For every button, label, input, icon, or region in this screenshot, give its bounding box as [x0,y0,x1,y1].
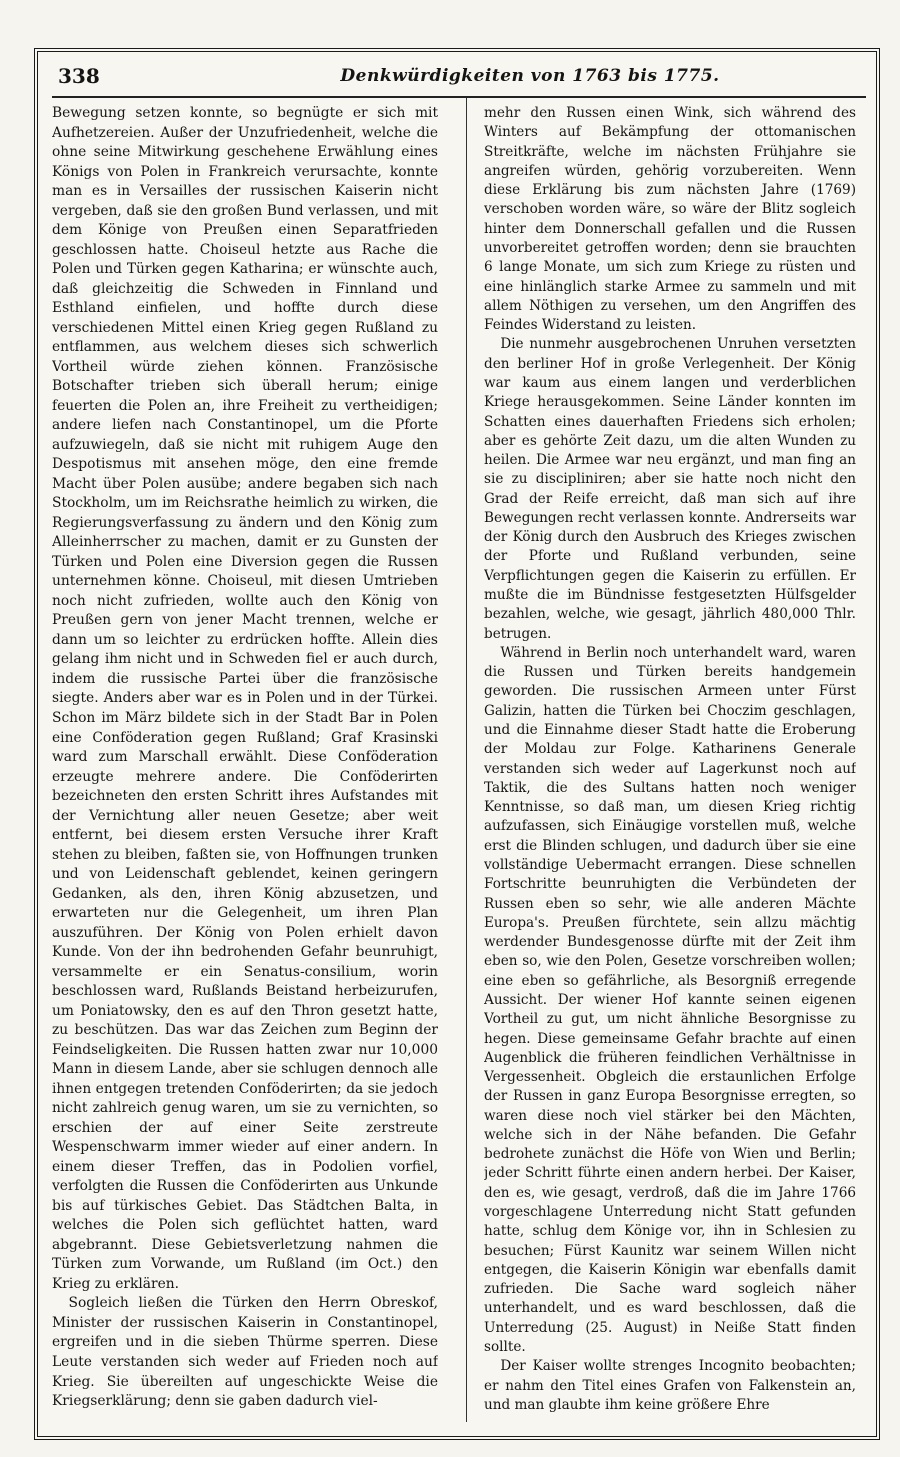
header-rule [52,96,866,98]
book-page [34,48,880,1440]
left-paragraph-2: Sogleich ließen die Türken den Herrn Obreskof, Minister der russischen Kaiserin in Constantinopel, ergreifen und in die sieben Thürme sperren. Diese Leute verstanden sich weder auf Frieden noch auf Krieg. Sie übereilten auf ungeschickte Weise die Kriegserklärung; denn sie gaben dadurch viel- [52,1295,438,1410]
right-paragraph-3: Während in Berlin noch unterhandelt ward, waren die Russen und Türken bereits handgemein geworden. Die russischen Armeen unter Fürst Galizin, hatten die Türken bei Choczim geschlagen, und die Einnahme dieser Stadt hatte die Eroberung der Moldau zur Folge. Katharinens Generale verstanden sich weder auf Lagerkunst noch auf Taktik, die des Sultans hatten noch weniger Kenntnisse, so daß man, um diesen Krieg richtig aufzufassen, sich Einäugige vorstellen muß, welche erst die Blinden schlugen, und dadurch über sie eine vollständige Uebermacht errangen. Diese schnellen Fortschritte beunruhigten die Verbündeten der Russen eben so sehr, wie alle anderen Mächte Europa's. Preußen fürchtete, sein allzu mächtig werdender Bundesgenosse dürfte mit der Zeit ihm eben so, wie den Polen, Gesetze vorschreiben wollen; eine eben so gefährliche, als Besorgniß erregende Aussicht. Der wiener Hof kannte seinen eigenen Vortheil zu gut, um nicht ähnliche Besorgnisse zu hegen. Diese gemeinsame Gefahr brachte auf einen Augenblick die früheren feindlichen Verhältnisse in Vergessenheit. Obgleich die erstaunlichen Erfolge der Russen in ganz Europa Besorgnisse erregten, so waren diese noch viel stärker bei den Mächten, welche sich in der Nähe befanden. Die Gefahr bedrohete zunächst die Höfe von Wien und Berlin; jeder Schritt führte einen andern herbei. Der Kaiser, den es, wie gesagt, verdroß, daß die im Jahre 1766 vorgeschlagene Unterredung nicht Statt gefunden hatte, schlug dem Könige vor, ihn in Schlesien zu besuchen; Fürst Kaunitz war seinem Willen nicht entgegen, die Kaiserin Königin war ebenfalls damit zufrieden. Die Sache ward sogleich näher unterhandelt, und es ward beschlossen, daß die Unterredung (25. August) in Neiße Statt finden sollte. [484,644,856,1355]
left-column [52,104,438,1414]
right-column [484,104,856,1414]
column-divider [466,98,467,1422]
right-paragraph-2: Die nunmehr ausgebrochenen Unruhen versetzten den berliner Hof in große Verlegenheit. Der König war kaum aus einem langen und verderblichen Kriege herausgekommen. Seine Länder konnten im Schatten eines dauerhaften Friedens sich erholen; aber es gehörte Zeit dazu, um die alten Wunden zu heilen. Die Armee war neu ergänzt, und man fing an sie zu discipliniren; aber sie hatte noch nicht den Grad der Reife erreicht, daß man sich auf ihre Bewegungen recht verlassen konnte. Andrerseits war der König durch den Ausbruch des Krieges zwischen der Pforte und Rußland verbunden, seine Verpflichtungen gegen die Kaiserin zu erfüllen. Er mußte die im Bündnisse festgesetzten Hülfsgelder bezahlen, welche, wie gesagt, jährlich 480,000 Thlr. betrugen. [484,336,856,642]
running-title: Denkwürdigkeiten von 1763 bis 1775. [340,66,720,86]
left-paragraph-1: Bewegung setzen konnte, so begnügte er sich mit Aufhetzereien. Außer der Unzufriedenheit, welche die ohne seine Mitwirkung geschehene Erwählung eines Königs von Polen in Frankreich verursachte, konnte man es in Versailles der russischen Kaiserin nicht vergeben, daß sie den großen Bund verlassen, und mit dem Könige von Preußen einen Separatfrieden geschlossen hatte. Choiseul hetzte aus Rache die Polen und Türken gegen Katharina; er wünschte auch, daß gleichzeitig die Schweden in Finnland und Esthland einfielen, und hoffte durch diese verschiedenen Mittel einen Krieg gegen Rußland zu entflammen, aus welchem dieses sich schwerlich Vortheil würde ziehen können. Französische Botschafter trieben sich überall herum; einige feuerten die Polen an, ihre Freiheit zu vertheidigen; andere liefen nach Constantinopel, um die Pforte aufzuwiegeln, daß sie nicht mit ruhigem Auge den Despotismus mit ansehen möge, den eine fremde Macht über Polen ausübe; andere begaben sich nach Stockholm, um im Reichsrathe heimlich zu wirken, die Regierungsverfassung zu ändern und den König zum Alleinherrscher zu machen, damit er zu Gunsten der Türken und Polen eine Diversion gegen die Russen unternehmen könne. Choiseul, mit diesen Umtrieben noch nicht zufrieden, wollte auch den König von Preußen gern von jener Macht trennen, welche er dann um so leichter zu erdrücken hoffte. Allein dies gelang ihm nicht und in Schweden fiel er auch durch, indem die russische Partei über die französische siegte. Anders aber war es in Polen und in der Türkei. Schon im März bildete sich in der Stadt Bar in Polen eine Conföderation gegen Rußland; Graf Krasinski ward zum Marschall erwählt. Diese Conföderation erzeugte mehrere andere. Die Conföderirten bezeichneten den ersten Schritt ihres Aufstandes mit der Vernichtung aller neuen Gesetze; aber weit entfernt, bei diesem ersten Versuche ihrer Kraft stehen zu bleiben, faßten sie, von Hoffnungen trunken und von Leidenschaft geblendet, keinen geringern Gedanken, als den, ihren König abzusetzen, und erwarteten nur die Gelegenheit, um ihren Plan auszuführen. Der König von Polen erhielt davon Kunde. Von der ihn bedrohenden Gefahr beunruhigt, versammelte er ein Senatus-consilium, worin beschlossen ward, Rußlands Beistand herbeizurufen, um Poniatowsky, den es auf den Thron gesetzt hatte, zu beschützen. Das war das Zeichen zum Beginn der Feindseligkeiten. Die Russen hatten zwar nur 10,000 Mann in diesem Lande, aber sie schlugen dennoch alle ihnen entgegen tretenden Conföderirten; da sie jedoch nicht zahlreich genug waren, um sie zu vernichten, so erschien der auf einer Seite zerstreute Wespenschwarm immer wieder auf einer andern. In einem dieser Treffen, das in Podolien vorfiel, verfolgten die Russen die Conföderirten aus Unkunde bis auf türkisches Gebiet. Das Städtchen Balta, in welches die Polen sich geflüchtet hatten, ward abgebrannt. Diese Gebietsverletzung nahmen die Türken zum Vorwande, um Rußland (im Oct.) den Krieg zu erklären. [52,105,438,1292]
right-paragraph-1: mehr den Russen einen Wink, sich während des Winters auf Bekämpfung der ottomanischen Streitkräfte, welche im nächsten Frühjahre sie angreifen würden, gehörig vorzubereiten. Wenn diese Erklärung bis zum nächsten Jahre (1769) verschoben worden wäre, so wäre der Blitz sogleich hinter dem Donnerschall gefallen und die Russen unvorbereitet getroffen worden; denn sie brauchten 6 lange Monate, um sich zum Kriege zu rüsten und eine hinlänglich starke Armee zu sammeln und mit allem Nöthigen zu versehen, um den Angriffen des Feindes Widerstand zu leisten. [484,105,856,334]
page-header [58,62,862,92]
page-number: 338 [58,64,100,88]
right-paragraph-4: Der Kaiser wollte strenges Incognito beobachten; er nahm den Titel eines Grafen von Falkenstein an, und man glaubte ihm keine größere Ehre [484,1358,856,1413]
